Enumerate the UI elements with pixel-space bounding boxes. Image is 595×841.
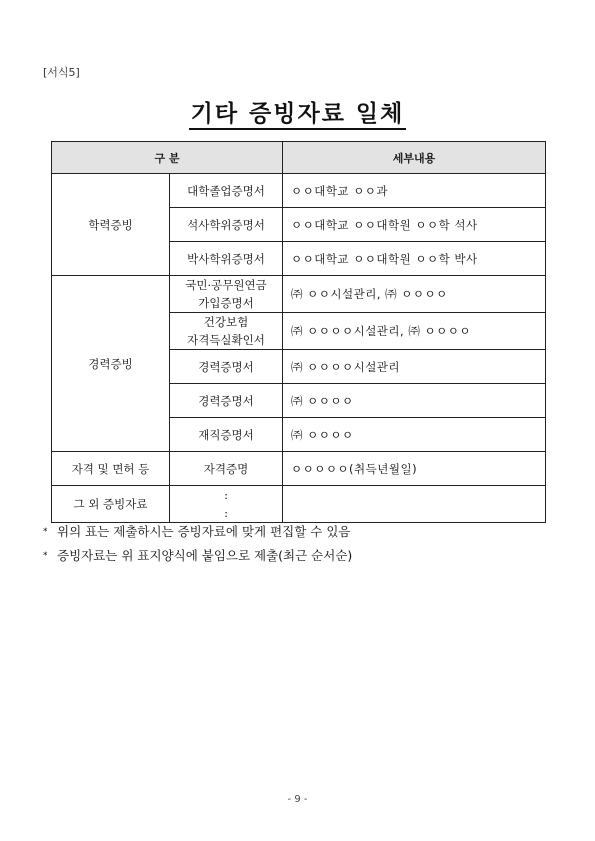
table-row bbox=[52, 486, 546, 523]
detail-cell bbox=[283, 486, 546, 523]
item-cell: 대학졸업증명서 bbox=[170, 174, 283, 208]
page-title-text: 기타 증빙자료 일체 bbox=[189, 101, 407, 130]
detail-cell: ㈜ ㅇㅇㅇㅇ시설관리 bbox=[283, 350, 546, 384]
note-text: 증빙자료는 위 표지양식에 붙임으로 제출(최근 순서순) bbox=[57, 548, 353, 563]
detail-cell: ㈜ ㅇㅇㅇㅇ bbox=[283, 384, 546, 418]
detail-cell: ㅇㅇ대학교 ㅇㅇ대학원 ㅇㅇ학 박사 bbox=[283, 242, 546, 276]
note-text: 위의 표는 제출하시는 증빙자료에 맞게 편집할 수 있음 bbox=[57, 524, 351, 539]
category-license: 자격 및 면허 등 bbox=[52, 452, 170, 486]
detail-cell: ㈜ ㅇㅇㅇㅇ bbox=[283, 418, 546, 452]
category-career: 경력증빙 bbox=[52, 276, 170, 452]
note-marker: * bbox=[43, 527, 48, 537]
detail-cell: ㈜ ㅇㅇ시설관리, ㈜ ㅇㅇㅇㅇ bbox=[283, 276, 546, 313]
table-row bbox=[52, 276, 546, 313]
note-marker: * bbox=[43, 551, 48, 561]
table-row bbox=[52, 452, 546, 486]
item-cell: : : bbox=[170, 486, 283, 523]
detail-cell: ㅇㅇ대학교 ㅇㅇ과 bbox=[283, 174, 546, 208]
item-cell: 석사학위증명서 bbox=[170, 208, 283, 242]
item-cell: 박사학위증명서 bbox=[170, 242, 283, 276]
item-cell: 국민·공무원연금 가입증명서 bbox=[170, 276, 283, 313]
note-item bbox=[43, 544, 352, 568]
table-row bbox=[52, 174, 546, 208]
note-item bbox=[43, 520, 352, 544]
item-cell: 재직증명서 bbox=[170, 418, 283, 452]
header-category: 구 분 bbox=[52, 142, 283, 174]
form-number: [서식5] bbox=[43, 66, 80, 79]
item-cell: 경력증명서 bbox=[170, 350, 283, 384]
page-number: - 9 - bbox=[287, 794, 308, 805]
item-cell: 건강보험 자격득실확인서 bbox=[170, 313, 283, 350]
detail-cell: ㈜ ㅇㅇㅇㅇ시설관리, ㈜ ㅇㅇㅇㅇ bbox=[283, 313, 546, 350]
item-cell: 경력증명서 bbox=[170, 384, 283, 418]
category-education: 학력증빙 bbox=[52, 174, 170, 276]
page-title bbox=[0, 95, 595, 128]
table-header-row bbox=[52, 142, 546, 174]
header-detail: 세부내용 bbox=[283, 142, 546, 174]
category-other: 그 외 증빙자료 bbox=[52, 486, 170, 523]
notes bbox=[43, 520, 352, 568]
detail-cell: ㅇㅇ대학교 ㅇㅇ대학원 ㅇㅇ학 석사 bbox=[283, 208, 546, 242]
item-cell: 자격증명 bbox=[170, 452, 283, 486]
detail-cell: ㅇㅇㅇㅇㅇ(취득년월일) bbox=[283, 452, 546, 486]
evidence-table bbox=[51, 141, 546, 523]
